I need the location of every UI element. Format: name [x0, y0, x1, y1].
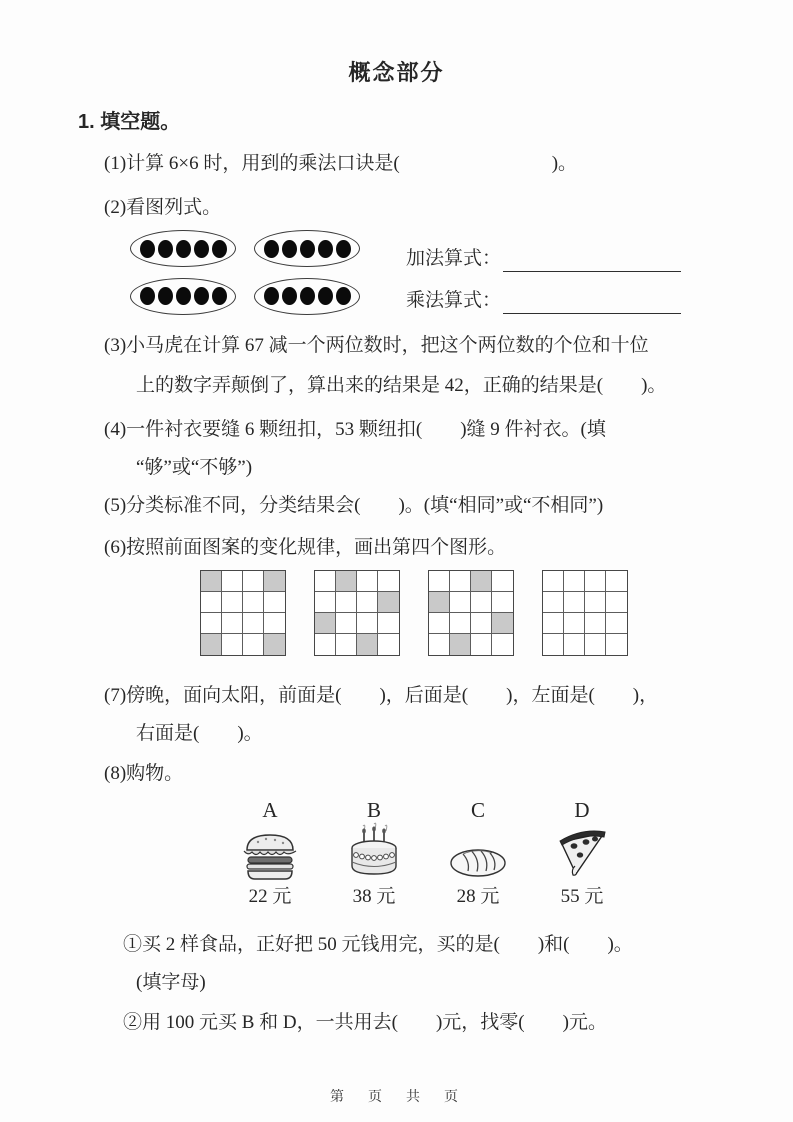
shopping-prices-row — [218, 880, 793, 909]
dot — [264, 240, 279, 258]
grid-cell — [201, 613, 222, 634]
grid-cell — [564, 613, 585, 634]
addition-equation-row — [406, 230, 681, 272]
grid-cell-shaded — [336, 571, 357, 592]
grid-cell — [564, 634, 585, 655]
dot-group — [254, 230, 360, 267]
grid-cell — [378, 571, 399, 592]
dot — [158, 287, 173, 305]
dot — [264, 287, 279, 305]
pattern-grid-4-answer — [542, 570, 628, 656]
shopping-icons-row — [218, 822, 793, 880]
item-price: 38 元 — [352, 886, 396, 907]
pattern-grid-3 — [428, 570, 514, 656]
pattern-grids — [200, 570, 793, 656]
grid-cell-shaded — [378, 592, 399, 613]
multiplication-equation-row — [406, 272, 681, 314]
grid-cell — [585, 634, 606, 655]
grid-cell — [264, 613, 285, 634]
multiplication-equation-blank — [503, 291, 681, 314]
grid-cell — [315, 592, 336, 613]
question-8-label: (8)购物。 — [104, 763, 184, 784]
multiplication-equation-label: 乘法算式： — [406, 290, 502, 311]
grid-cell-shaded — [264, 571, 285, 592]
grid-cell — [492, 571, 513, 592]
section-heading: 1. 填空题。 — [78, 111, 181, 133]
grid-cell — [543, 592, 564, 613]
grid-cell — [585, 592, 606, 613]
grid-cell — [471, 613, 492, 634]
equation-blanks — [406, 230, 681, 316]
item-letter: B — [366, 798, 381, 822]
question-3-line2: 上的数字弄颠倒了，算出来的结果是 42，正确的结果是( )。 — [136, 375, 667, 396]
grid-cell — [429, 571, 450, 592]
question-8-sub2: ②用 100 元买 B 和 D，一共用去( )元，找零( )元。 — [123, 1012, 607, 1033]
dot-group — [254, 278, 360, 315]
grid-cell — [378, 613, 399, 634]
dot — [318, 240, 333, 258]
dot — [140, 287, 155, 305]
dot — [282, 240, 297, 258]
grid-cell-shaded — [315, 613, 336, 634]
item-price: 28 元 — [456, 886, 500, 907]
grid-cell — [357, 592, 378, 613]
grid-cell — [543, 613, 564, 634]
grid-cell — [450, 571, 471, 592]
grid-cell — [564, 592, 585, 613]
pattern-grid-2 — [314, 570, 400, 656]
grid-cell-shaded — [201, 571, 222, 592]
page-title: 概念部分 — [348, 60, 445, 85]
dot — [158, 240, 173, 258]
grid-cell — [606, 571, 627, 592]
grid-cell — [336, 634, 357, 655]
dot — [336, 287, 351, 305]
question-5: (5)分类标准不同，分类结果会( )。(填“相同”或“不相同”) — [104, 495, 604, 516]
question-4-line1: (4)一件衬衣要缝 6 颗纽扣，53 颗纽扣( )缝 9 件衬衣。(填 — [104, 419, 606, 440]
grid-cell-shaded — [492, 613, 513, 634]
dot-group — [130, 230, 236, 267]
addition-equation-blank — [503, 249, 681, 272]
grid-cell — [543, 571, 564, 592]
dot — [300, 287, 315, 305]
dot — [176, 287, 191, 305]
grid-cell — [564, 571, 585, 592]
question-7-line1: (7)傍晚，面向太阳，前面是( )，后面是( )，左面是( )， — [104, 685, 659, 706]
shopping-figure — [218, 798, 793, 909]
grid-cell — [222, 634, 243, 655]
dot — [336, 240, 351, 258]
dot — [318, 287, 333, 305]
pattern-grid-1 — [200, 570, 286, 656]
grid-cell — [585, 571, 606, 592]
grid-cell — [585, 613, 606, 634]
item-price: 22 元 — [248, 886, 292, 907]
grid-cell — [315, 634, 336, 655]
question-2-label: (2)看图列式。 — [104, 197, 222, 218]
grid-cell — [429, 634, 450, 655]
item-letter: C — [470, 798, 485, 822]
dot — [282, 287, 297, 305]
question-7-line2: 右面是( )。 — [136, 723, 263, 744]
item-price: 55 元 — [560, 886, 604, 907]
grid-cell-shaded — [264, 634, 285, 655]
grid-cell — [222, 613, 243, 634]
grid-cell — [492, 592, 513, 613]
grid-cell — [543, 634, 564, 655]
question-6-label: (6)按照前面图案的变化规律，画出第四个图形。 — [104, 537, 507, 558]
dot-group — [130, 278, 236, 315]
dot — [194, 240, 209, 258]
grid-cell — [222, 571, 243, 592]
question-8-sub1-line1: ①买 2 样食品，正好把 50 元钱用完，买的是( )和( )。 — [123, 934, 633, 955]
shopping-letters-row — [218, 798, 793, 822]
item-letter: A — [262, 798, 278, 822]
grid-cell-shaded — [450, 634, 471, 655]
grid-cell — [222, 592, 243, 613]
page-footer: 第 页 共 页 — [330, 1088, 463, 1104]
pizza-icon — [530, 822, 634, 880]
dot — [212, 240, 227, 258]
question-4-line2: “够”或“不够”) — [136, 457, 253, 478]
dot — [140, 240, 155, 258]
grid-cell — [378, 634, 399, 655]
grid-cell — [201, 592, 222, 613]
grid-cell-shaded — [201, 634, 222, 655]
grid-cell — [606, 592, 627, 613]
grid-cell — [357, 613, 378, 634]
grid-cell — [243, 634, 264, 655]
grid-cell-shaded — [429, 592, 450, 613]
grid-cell — [243, 613, 264, 634]
grid-cell — [336, 592, 357, 613]
dot — [212, 287, 227, 305]
grid-cell — [450, 592, 471, 613]
grid-cell — [450, 613, 471, 634]
question-3-line1: (3)小马虎在计算 67 减一个两位数时，把这个两位数的个位和十位 — [104, 335, 649, 356]
grid-cell — [429, 613, 450, 634]
grid-cell — [243, 592, 264, 613]
grid-cell — [357, 571, 378, 592]
bread-icon — [426, 822, 530, 880]
grid-cell — [606, 634, 627, 655]
dot-groups — [130, 230, 360, 316]
dot — [194, 287, 209, 305]
grid-cell — [264, 592, 285, 613]
dot — [300, 240, 315, 258]
addition-equation-label: 加法算式： — [406, 248, 502, 269]
item-letter: D — [574, 798, 590, 822]
grid-cell — [606, 613, 627, 634]
grid-cell — [471, 634, 492, 655]
grid-cell — [336, 613, 357, 634]
grid-cell — [315, 571, 336, 592]
hamburger-icon — [218, 822, 322, 880]
question-1: (1)计算 6×6 时，用到的乘法口诀是( )。 — [104, 153, 578, 174]
birthday-cake-icon — [322, 822, 426, 880]
grid-cell — [492, 634, 513, 655]
grid-cell-shaded — [471, 571, 492, 592]
grid-cell-shaded — [357, 634, 378, 655]
dot — [176, 240, 191, 258]
grid-cell — [243, 571, 264, 592]
grid-cell — [471, 592, 492, 613]
question-8-sub1-line2: (填字母) — [136, 972, 206, 993]
question-2-figure — [130, 230, 793, 316]
